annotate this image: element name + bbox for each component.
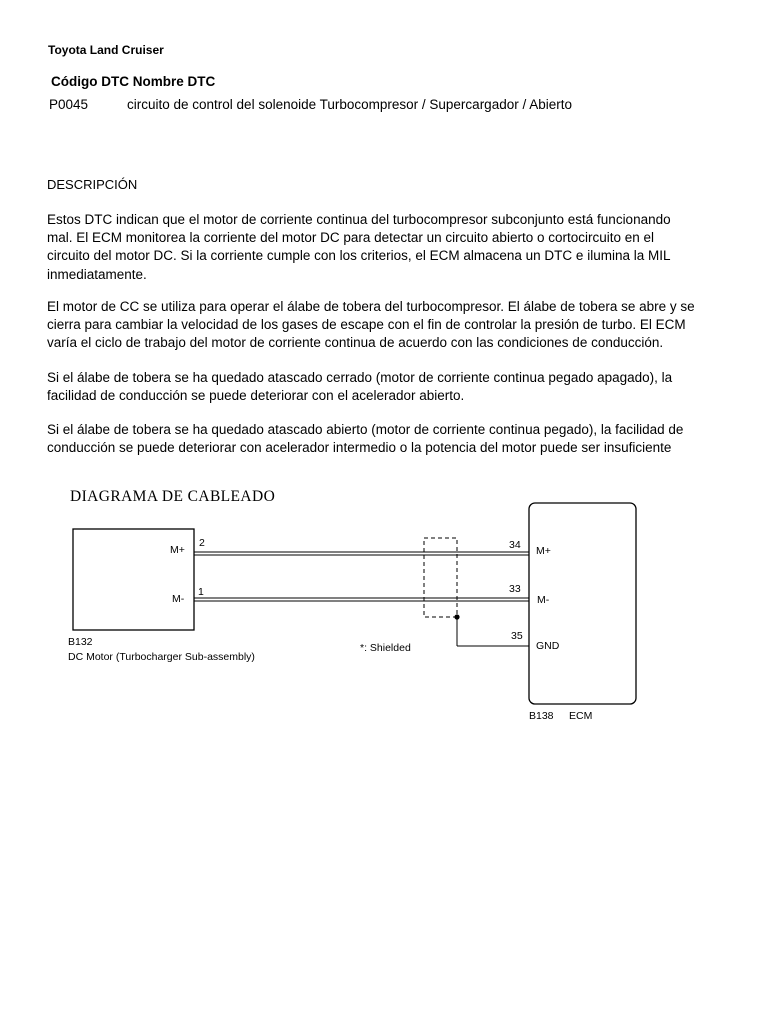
- paragraph-line: El motor de CC se utiliza para operar el álabe de tobera del turbocompresor. El álabe de tobera se abre y se: [47, 299, 695, 314]
- dtc-code: P0045: [49, 97, 89, 112]
- paragraph-line: mal. El ECM monitorea la corriente del motor DC para detectar un circuito abierto o cortocircuito en el: [47, 230, 655, 246]
- ecm-pin-label-m-minus: M-: [537, 594, 550, 606]
- paragraph-line: Si el álabe de tobera se ha quedado atascado abierto (motor de corriente continua pegado), la facilidad de: [47, 422, 684, 437]
- motor-pin-number-1: 1: [198, 586, 204, 598]
- paragraph-line: facilidad de conducción se puede deteriorar con el acelerador abierto.: [47, 388, 465, 404]
- shield-junction-dot: [454, 614, 459, 619]
- paragraph-line: Estos DTC indican que el motor de corriente continua del turbocompresor subconjunto está funcionando: [47, 212, 671, 227]
- dtc-name: circuito de control del solenoide Turbocompresor / Supercargador / Abierto: [127, 97, 572, 112]
- paragraph-line: circuito del motor DC. Si la corriente cumple con los criterios, el ECM almacena un DTC e ilumina la MIL: [47, 248, 671, 264]
- shield-outline: [424, 538, 457, 617]
- ecm-pin-label-m-plus: M+: [536, 545, 551, 557]
- ecm-pin-number-34: 34: [509, 539, 521, 551]
- motor-pin-label-m-minus: M-: [172, 593, 185, 605]
- motor-pin-label-m-plus: M+: [170, 544, 185, 556]
- description-title: DESCRIPCIÓN: [47, 177, 138, 192]
- vehicle-header: Toyota Land Cruiser: [48, 43, 164, 57]
- ecm-connector-code: B138: [529, 710, 554, 722]
- dtc-table-heading: Código DTC Nombre DTC: [51, 74, 216, 89]
- ecm-pin-label-gnd: GND: [536, 640, 560, 652]
- paragraph-line: varía el ciclo de trabajo del motor de corriente continua de acuerdo con las condiciones de conducción.: [47, 335, 664, 351]
- paragraph-line: inmediatamente.: [47, 266, 147, 282]
- ecm-pin-number-33: 33: [509, 583, 521, 595]
- wiring-diagram-title: DIAGRAMA DE CABLEADO: [70, 488, 276, 505]
- paragraph-line: conducción se puede deteriorar con acelerador intermedio o la potencia del motor puede ser insuficiente: [47, 440, 672, 456]
- paragraph-line: Si el álabe de tobera se ha quedado atascado cerrado (motor de corriente continua pegado apagado), la: [47, 370, 673, 385]
- motor-pin-number-2: 2: [199, 537, 205, 549]
- motor-component-name: DC Motor (Turbocharger Sub-assembly): [68, 651, 255, 663]
- paragraph-line: cierra para cambiar la velocidad de los gases de escape con el fin de controlar la presión de turbo. El ECM: [47, 317, 686, 333]
- ecm-pin-number-35: 35: [511, 630, 523, 642]
- shielded-note: *: Shielded: [360, 642, 411, 654]
- ecm-component-name: ECM: [569, 710, 593, 722]
- motor-connector-code: B132: [68, 636, 93, 648]
